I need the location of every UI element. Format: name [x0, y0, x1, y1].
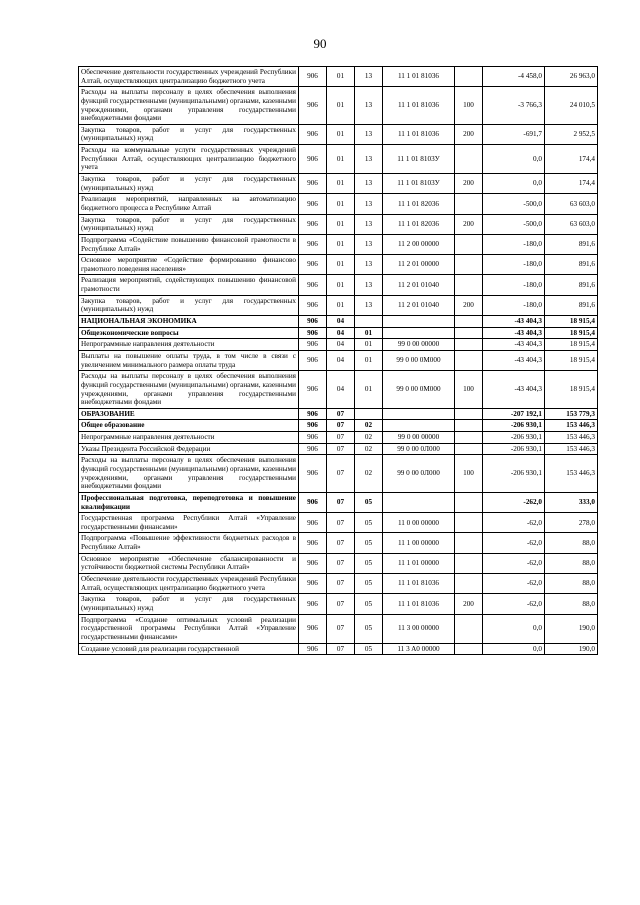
- section-code-cell: 07: [327, 533, 355, 553]
- change-amount-cell: -180,0: [483, 234, 545, 254]
- row-name-cell: Непрограммные направления деятельности: [79, 432, 299, 444]
- total-amount-cell: 63 603,0: [545, 194, 598, 214]
- total-amount-cell: 18 915,4: [545, 350, 598, 370]
- change-amount-cell: -206 930,1: [483, 420, 545, 432]
- change-amount-cell: -180,0: [483, 275, 545, 295]
- section-code-cell: 01: [327, 275, 355, 295]
- subsection-code-cell: [355, 408, 383, 420]
- table-row: [79, 174, 598, 194]
- row-name-cell: Расходы на выплаты персоналу в целях обеспечения выполнения функций государственными (муниципальными) органами, казенными учреждениями, органами управления государственными внебюджетными фондами: [79, 87, 299, 125]
- table-row: [79, 614, 598, 643]
- subsection-code-cell: [355, 316, 383, 328]
- table-row: [79, 574, 598, 594]
- expense-type-cell: [455, 420, 483, 432]
- section-code-cell: 07: [327, 574, 355, 594]
- change-amount-cell: -43 404,3: [483, 350, 545, 370]
- row-name-cell: Закупка товаров, работ и услуг для государственных (муниципальных) нужд: [79, 594, 299, 614]
- row-name-cell: ОБРАЗОВАНИЕ: [79, 408, 299, 420]
- section-code-cell: 01: [327, 295, 355, 315]
- target-article-cell: 11 1 01 81036: [383, 124, 455, 144]
- expense-type-cell: [455, 67, 483, 87]
- row-name-cell: Расходы на коммунальные услуги государственных учреждений Республики Алтай, осуществляющих централизацию бюджетного учета: [79, 145, 299, 174]
- ministry-code-cell: 906: [299, 443, 327, 455]
- change-amount-cell: -206 930,1: [483, 443, 545, 455]
- expense-type-cell: 100: [455, 455, 483, 493]
- ministry-code-cell: 906: [299, 255, 327, 275]
- subsection-code-cell: 05: [355, 553, 383, 573]
- target-article-cell: 11 1 01 81036: [383, 87, 455, 125]
- ministry-code-cell: 906: [299, 87, 327, 125]
- budget-table-body: [79, 67, 598, 655]
- subsection-code-cell: 05: [355, 643, 383, 655]
- ministry-code-cell: 906: [299, 234, 327, 254]
- section-code-cell: 01: [327, 145, 355, 174]
- total-amount-cell: 63 603,0: [545, 214, 598, 234]
- section-code-cell: 07: [327, 513, 355, 533]
- subsection-code-cell: 02: [355, 443, 383, 455]
- subsection-code-cell: 05: [355, 614, 383, 643]
- target-article-cell: 99 0 00 00000: [383, 432, 455, 444]
- target-article-cell: 11 1 01 82036: [383, 194, 455, 214]
- target-article-cell: 11 1 01 82036: [383, 214, 455, 234]
- row-name-cell: Указы Президента Российской Федерации: [79, 443, 299, 455]
- ministry-code-cell: 906: [299, 533, 327, 553]
- target-article-cell: 99 0 00 0Л000: [383, 455, 455, 493]
- row-name-cell: Расходы на выплаты персоналу в целях обеспечения выполнения функций государственными (муниципальными) органами, казенными учреждениями, органами управления государственными внебюджетными фондами: [79, 371, 299, 409]
- total-amount-cell: 2 952,5: [545, 124, 598, 144]
- expense-type-cell: [455, 574, 483, 594]
- row-name-cell: Закупка товаров, работ и услуг для государственных (муниципальных) нужд: [79, 214, 299, 234]
- change-amount-cell: -206 930,1: [483, 455, 545, 493]
- expense-type-cell: 100: [455, 371, 483, 409]
- change-amount-cell: -3 766,3: [483, 87, 545, 125]
- table-row: [79, 295, 598, 315]
- table-row: [79, 145, 598, 174]
- change-amount-cell: 0,0: [483, 174, 545, 194]
- ministry-code-cell: 906: [299, 594, 327, 614]
- row-name-cell: Профессиональная подготовка, переподготовка и повышение квалификации: [79, 492, 299, 512]
- change-amount-cell: -691,7: [483, 124, 545, 144]
- change-amount-cell: -43 404,3: [483, 316, 545, 328]
- ministry-code-cell: 906: [299, 574, 327, 594]
- table-row: [79, 67, 598, 87]
- table-row: [79, 350, 598, 370]
- change-amount-cell: -62,0: [483, 574, 545, 594]
- change-amount-cell: -62,0: [483, 533, 545, 553]
- target-article-cell: [383, 492, 455, 512]
- subsection-code-cell: 13: [355, 255, 383, 275]
- total-amount-cell: 88,0: [545, 574, 598, 594]
- section-code-cell: 07: [327, 443, 355, 455]
- table-row: [79, 316, 598, 328]
- row-name-cell: Обеспечение деятельности государственных учреждений Республики Алтай, осуществляющих централизацию бюджетного учета: [79, 574, 299, 594]
- ministry-code-cell: 906: [299, 432, 327, 444]
- total-amount-cell: 153 779,3: [545, 408, 598, 420]
- expense-type-cell: 200: [455, 295, 483, 315]
- total-amount-cell: 891,6: [545, 255, 598, 275]
- subsection-code-cell: 13: [355, 214, 383, 234]
- subsection-code-cell: 05: [355, 594, 383, 614]
- ministry-code-cell: 906: [299, 214, 327, 234]
- row-name-cell: Общеэкономические вопросы: [79, 327, 299, 339]
- expense-type-cell: [455, 339, 483, 351]
- target-article-cell: 11 2 01 00000: [383, 255, 455, 275]
- ministry-code-cell: 906: [299, 553, 327, 573]
- row-name-cell: Общее образование: [79, 420, 299, 432]
- target-article-cell: 11 1 01 8103У: [383, 174, 455, 194]
- change-amount-cell: -62,0: [483, 513, 545, 533]
- table-row: [79, 432, 598, 444]
- section-code-cell: 07: [327, 492, 355, 512]
- expense-type-cell: 200: [455, 124, 483, 144]
- table-row: [79, 327, 598, 339]
- total-amount-cell: 18 915,4: [545, 316, 598, 328]
- target-article-cell: 11 3 00 00000: [383, 614, 455, 643]
- total-amount-cell: 891,6: [545, 275, 598, 295]
- table-row: [79, 553, 598, 573]
- expense-type-cell: [455, 432, 483, 444]
- target-article-cell: 11 0 00 00000: [383, 513, 455, 533]
- row-name-cell: Реализация мероприятий, направленных на автоматизацию бюджетного процесса в Республике Алтай: [79, 194, 299, 214]
- subsection-code-cell: 01: [355, 327, 383, 339]
- row-name-cell: Государственная программа Республики Алтай «Управление государственными финансами»: [79, 513, 299, 533]
- section-code-cell: 01: [327, 194, 355, 214]
- table-row: [79, 194, 598, 214]
- change-amount-cell: -43 404,3: [483, 339, 545, 351]
- table-row: [79, 443, 598, 455]
- row-name-cell: Закупка товаров, работ и услуг для государственных (муниципальных) нужд: [79, 295, 299, 315]
- total-amount-cell: 278,0: [545, 513, 598, 533]
- section-code-cell: 07: [327, 553, 355, 573]
- section-code-cell: 07: [327, 594, 355, 614]
- section-code-cell: 07: [327, 614, 355, 643]
- target-article-cell: [383, 316, 455, 328]
- row-name-cell: Подпрограмма «Содействие повышению финансовой грамотности в Республике Алтай»: [79, 234, 299, 254]
- change-amount-cell: 0,0: [483, 643, 545, 655]
- section-code-cell: 01: [327, 255, 355, 275]
- total-amount-cell: 153 446,3: [545, 420, 598, 432]
- expense-type-cell: [455, 408, 483, 420]
- total-amount-cell: 891,6: [545, 234, 598, 254]
- row-name-cell: Основное мероприятие «Обеспечение сбалансированности и устойчивости бюджетной системы Республики Алтай»: [79, 553, 299, 573]
- ministry-code-cell: 906: [299, 339, 327, 351]
- change-amount-cell: -207 192,1: [483, 408, 545, 420]
- ministry-code-cell: 906: [299, 513, 327, 533]
- ministry-code-cell: 906: [299, 455, 327, 493]
- section-code-cell: 07: [327, 432, 355, 444]
- target-article-cell: 99 0 00 0М000: [383, 350, 455, 370]
- target-article-cell: 11 3 A0 00000: [383, 643, 455, 655]
- expense-type-cell: [455, 234, 483, 254]
- section-code-cell: 01: [327, 174, 355, 194]
- target-article-cell: 11 1 01 81036: [383, 67, 455, 87]
- ministry-code-cell: 906: [299, 174, 327, 194]
- table-row: [79, 492, 598, 512]
- expense-type-cell: [455, 145, 483, 174]
- change-amount-cell: -43 404,3: [483, 327, 545, 339]
- table-row: [79, 455, 598, 493]
- total-amount-cell: 174,4: [545, 145, 598, 174]
- total-amount-cell: 190,0: [545, 614, 598, 643]
- change-amount-cell: -43 404,3: [483, 371, 545, 409]
- expense-type-cell: [455, 553, 483, 573]
- expense-type-cell: 100: [455, 87, 483, 125]
- total-amount-cell: 24 010,5: [545, 87, 598, 125]
- ministry-code-cell: 906: [299, 145, 327, 174]
- subsection-code-cell: 13: [355, 194, 383, 214]
- section-code-cell: 07: [327, 643, 355, 655]
- row-name-cell: НАЦИОНАЛЬНАЯ ЭКОНОМИКА: [79, 316, 299, 328]
- subsection-code-cell: 01: [355, 371, 383, 409]
- total-amount-cell: 333,0: [545, 492, 598, 512]
- ministry-code-cell: 906: [299, 275, 327, 295]
- row-name-cell: Закупка товаров, работ и услуг для государственных (муниципальных) нужд: [79, 174, 299, 194]
- subsection-code-cell: 13: [355, 124, 383, 144]
- row-name-cell: Реализация мероприятий, содействующих повышению финансовой грамотности: [79, 275, 299, 295]
- section-code-cell: 04: [327, 339, 355, 351]
- total-amount-cell: 88,0: [545, 594, 598, 614]
- section-code-cell: 07: [327, 455, 355, 493]
- row-name-cell: Непрограммные направления деятельности: [79, 339, 299, 351]
- total-amount-cell: 18 915,4: [545, 327, 598, 339]
- change-amount-cell: -62,0: [483, 594, 545, 614]
- subsection-code-cell: 05: [355, 513, 383, 533]
- expense-type-cell: [455, 533, 483, 553]
- table-row: [79, 408, 598, 420]
- ministry-code-cell: 906: [299, 350, 327, 370]
- table-row: [79, 124, 598, 144]
- table-row: [79, 255, 598, 275]
- target-article-cell: 11 1 01 81036: [383, 574, 455, 594]
- section-code-cell: 07: [327, 408, 355, 420]
- table-row: [79, 533, 598, 553]
- table-row: [79, 513, 598, 533]
- ministry-code-cell: 906: [299, 371, 327, 409]
- ministry-code-cell: 906: [299, 408, 327, 420]
- total-amount-cell: 153 446,3: [545, 443, 598, 455]
- ministry-code-cell: 906: [299, 420, 327, 432]
- subsection-code-cell: 13: [355, 295, 383, 315]
- change-amount-cell: -62,0: [483, 553, 545, 573]
- expense-type-cell: [455, 255, 483, 275]
- subsection-code-cell: 13: [355, 87, 383, 125]
- expense-type-cell: [455, 316, 483, 328]
- table-row: [79, 643, 598, 655]
- target-article-cell: 11 2 01 01040: [383, 275, 455, 295]
- table-row: [79, 275, 598, 295]
- table-row: [79, 420, 598, 432]
- ministry-code-cell: 906: [299, 492, 327, 512]
- row-name-cell: Обеспечение деятельности государственных учреждений Республики Алтай, осуществляющих централизацию бюджетного учета: [79, 67, 299, 87]
- table-row: [79, 87, 598, 125]
- expense-type-cell: 200: [455, 174, 483, 194]
- row-name-cell: Создание условий для реализации государственной: [79, 643, 299, 655]
- table-row: [79, 594, 598, 614]
- expense-type-cell: [455, 643, 483, 655]
- expense-type-cell: [455, 492, 483, 512]
- ministry-code-cell: 906: [299, 643, 327, 655]
- section-code-cell: 04: [327, 316, 355, 328]
- target-article-cell: 11 1 01 81036: [383, 594, 455, 614]
- subsection-code-cell: 13: [355, 174, 383, 194]
- target-article-cell: [383, 327, 455, 339]
- expense-type-cell: 200: [455, 214, 483, 234]
- target-article-cell: 11 2 00 00000: [383, 234, 455, 254]
- expense-type-cell: [455, 443, 483, 455]
- target-article-cell: 11 1 01 8103У: [383, 145, 455, 174]
- change-amount-cell: -180,0: [483, 255, 545, 275]
- page-number: 90: [313, 36, 327, 51]
- expense-type-cell: 200: [455, 594, 483, 614]
- total-amount-cell: 18 915,4: [545, 371, 598, 409]
- target-article-cell: [383, 408, 455, 420]
- total-amount-cell: 153 446,3: [545, 432, 598, 444]
- subsection-code-cell: 02: [355, 455, 383, 493]
- section-code-cell: 04: [327, 350, 355, 370]
- section-code-cell: 07: [327, 420, 355, 432]
- section-code-cell: 01: [327, 214, 355, 234]
- ministry-code-cell: 906: [299, 67, 327, 87]
- total-amount-cell: 26 963,0: [545, 67, 598, 87]
- ministry-code-cell: 906: [299, 327, 327, 339]
- target-article-cell: 11 2 01 01040: [383, 295, 455, 315]
- subsection-code-cell: 02: [355, 420, 383, 432]
- row-name-cell: Выплаты на повышение оплаты труда, в том числе в связи с увеличением минимального размера оплаты труда: [79, 350, 299, 370]
- expense-type-cell: [455, 513, 483, 533]
- expense-type-cell: [455, 275, 483, 295]
- total-amount-cell: 891,6: [545, 295, 598, 315]
- section-code-cell: 04: [327, 371, 355, 409]
- total-amount-cell: 190,0: [545, 643, 598, 655]
- total-amount-cell: 153 446,3: [545, 455, 598, 493]
- subsection-code-cell: 05: [355, 574, 383, 594]
- change-amount-cell: -180,0: [483, 295, 545, 315]
- subsection-code-cell: 13: [355, 67, 383, 87]
- target-article-cell: 99 0 00 00000: [383, 339, 455, 351]
- change-amount-cell: -262,0: [483, 492, 545, 512]
- section-code-cell: 01: [327, 124, 355, 144]
- budget-table: [78, 66, 598, 655]
- change-amount-cell: 0,0: [483, 145, 545, 174]
- subsection-code-cell: 05: [355, 533, 383, 553]
- section-code-cell: 04: [327, 327, 355, 339]
- subsection-code-cell: 13: [355, 145, 383, 174]
- table-row: [79, 234, 598, 254]
- expense-type-cell: [455, 350, 483, 370]
- target-article-cell: 99 0 00 0М000: [383, 371, 455, 409]
- change-amount-cell: -206 930,1: [483, 432, 545, 444]
- subsection-code-cell: 13: [355, 275, 383, 295]
- ministry-code-cell: 906: [299, 194, 327, 214]
- row-name-cell: Подпрограмма «Создание оптимальных условий реализации государственной программы Республики Алтай «Управление государственными финансами»: [79, 614, 299, 643]
- row-name-cell: Закупка товаров, работ и услуг для государственных (муниципальных) нужд: [79, 124, 299, 144]
- section-code-cell: 01: [327, 87, 355, 125]
- ministry-code-cell: 906: [299, 124, 327, 144]
- subsection-code-cell: 13: [355, 234, 383, 254]
- target-article-cell: 99 0 00 0Л000: [383, 443, 455, 455]
- expense-type-cell: [455, 327, 483, 339]
- change-amount-cell: 0,0: [483, 614, 545, 643]
- subsection-code-cell: 05: [355, 492, 383, 512]
- expense-type-cell: [455, 614, 483, 643]
- change-amount-cell: -4 458,0: [483, 67, 545, 87]
- change-amount-cell: -500,0: [483, 214, 545, 234]
- row-name-cell: Подпрограмма «Повышение эффективности бюджетных расходов в Республике Алтай»: [79, 533, 299, 553]
- subsection-code-cell: 02: [355, 432, 383, 444]
- table-row: [79, 371, 598, 409]
- row-name-cell: Расходы на выплаты персоналу в целях обеспечения выполнения функций государственными (муниципальными) органами, казенными учреждениями, органами управления государственными внебюджетными фондами: [79, 455, 299, 493]
- subsection-code-cell: 01: [355, 339, 383, 351]
- table-row: [79, 214, 598, 234]
- target-article-cell: 11 1 01 00000: [383, 553, 455, 573]
- change-amount-cell: -500,0: [483, 194, 545, 214]
- table-row: [79, 339, 598, 351]
- section-code-cell: 01: [327, 67, 355, 87]
- ministry-code-cell: 906: [299, 614, 327, 643]
- total-amount-cell: 174,4: [545, 174, 598, 194]
- target-article-cell: 11 1 00 00000: [383, 533, 455, 553]
- section-code-cell: 01: [327, 234, 355, 254]
- subsection-code-cell: 01: [355, 350, 383, 370]
- row-name-cell: Основное мероприятие «Содействие формированию финансово грамотного поведения населения»: [79, 255, 299, 275]
- ministry-code-cell: 906: [299, 316, 327, 328]
- total-amount-cell: 18 915,4: [545, 339, 598, 351]
- target-article-cell: [383, 420, 455, 432]
- total-amount-cell: 88,0: [545, 533, 598, 553]
- total-amount-cell: 88,0: [545, 553, 598, 573]
- expense-type-cell: [455, 194, 483, 214]
- ministry-code-cell: 906: [299, 295, 327, 315]
